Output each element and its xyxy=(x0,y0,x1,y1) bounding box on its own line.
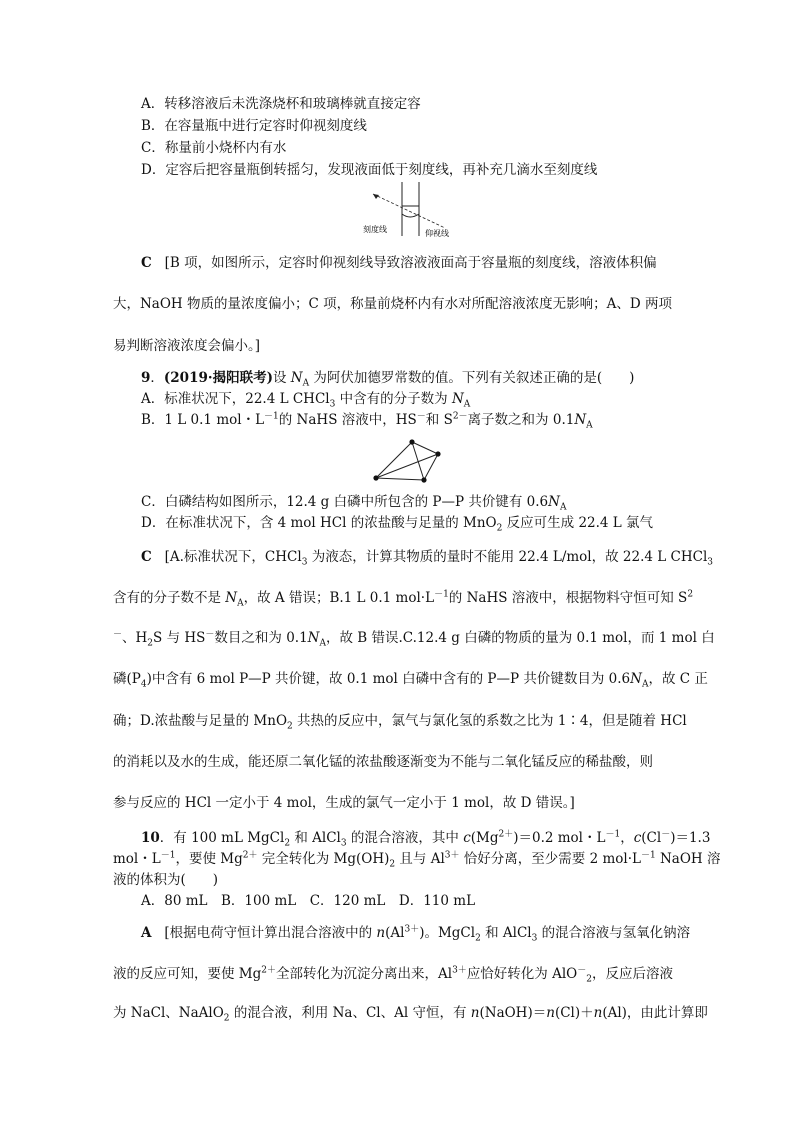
q9-explanation-line5: 确；D.浓盐酸与足量的 MnO$_2$ 共热的反应中，氯气与氯化氢的系数之比为 1∶4，但是随着 HCl xyxy=(113,713,687,732)
q8-option-c: C．称量前小烧杯内有水 xyxy=(141,140,287,156)
q9-option-b: B．1 L 0.1 mol・$L^{-1}$的 NaHS 溶液中，HS－和 $S^{2-}$离子数之和为 $0.1N_A$ xyxy=(141,411,593,431)
upward-view-label: 仰视线 xyxy=(425,229,449,238)
q8-explanation-line1: C [B 项，如图所示，定容时仰视刻线导致溶液液面高于容量瓶的刻度线，溶液体积偏 xyxy=(141,255,657,271)
q9-explanation-line3: －、$H_2S$ 与 HS－数目之和为 $0.1N_A$，故 B 错误.C.12.4 g 白磷的物质的量为 0.1 mol，而 1 mol 白 xyxy=(113,629,715,649)
flask-neck-figure xyxy=(355,180,465,240)
q10-explanation-line3: 为 NaCl、NaAlO$_2$ 的混合液，利用 Na、Cl、Al 守恒，有 n(NaOH)＝n(Cl)＋n(Al)，由此计算即 xyxy=(113,1005,708,1024)
q8-explanation-line2: 大，NaOH 物质的量浓度偏小；C 项，称量前烧杯内有水对所配溶液浓度无影响；A、D 两项 xyxy=(113,296,672,312)
q9-option-c: C．白磷结构如图所示，12.4 g 白磷中所包含的 P—P 共价键有 $0.6N_A$ xyxy=(141,494,567,513)
q9-stem: 9．(2019·揭阳联考)设 $N_A$ 为阿伏加德罗常数的值。下列有关叙述正确的是( ) xyxy=(141,370,635,389)
q10-stem-line1: 10．有 100 mL MgCl$_2$ 和 AlCl$_3$ 的混合溶液，其中 $c(Mg^{2+})=0.2$ mol・$L^{-1}$，c(Cl－)＝1.3 xyxy=(141,829,711,849)
q8-option-a: A．转移溶液后未洗涤烧杯和玻璃棒就直接定容 xyxy=(141,96,421,112)
q10-options: A．80 mL B．100 mL C．120 mL D．110 mL xyxy=(141,893,476,909)
q9-option-d: D．在标准状况下，含 4 mol HCl 的浓盐酸与足量的 MnO$_2$ 反应可生成 22.4 L 氯气 xyxy=(141,515,654,534)
q9-explanation-line7: 参与反应的 HCl 一定小于 4 mol，生成的氯气一定小于 1 mol，故 D 错误。] xyxy=(113,795,575,811)
q8-explanation-line3: 易判断溶液浓度会偏小。] xyxy=(113,338,261,354)
q10-explanation-line2: 液的反应可知，要使 $Mg^{2+}$全部转化为沉淀分离出来，$Al^{3+}$应恰好转化为 AlO－$_2$，反应后溶液 xyxy=(113,965,673,985)
q8-option-b: B．在容量瓶中进行定容时仰视刻度线 xyxy=(141,118,367,134)
q9-explanation-line4: 磷$(P_4)$中含有 6 mol P—P 共价键，故 0.1 mol 白磷中含有的 P—P 共价键数目为 $0.6N_A$，故 C 正 xyxy=(113,671,708,690)
q10-stem-line3: 液的体积为( ) xyxy=(113,872,219,888)
q10-stem-line2: mol・$L^{-1}$，要使 $Mg^{2+}$ 完全转化为 $Mg(OH)_2$ 且与 $Al^{3+}$ 恰好分离，至少需要 2 $mol\cdot L^{-1}$ NaOH 溶 xyxy=(113,850,721,870)
q9-explanation-line6: 的消耗以及水的生成，能还原二氧化锰的浓盐酸逐渐变为不能与二氧化锰反应的稀盐酸，则 xyxy=(113,754,653,770)
q9-explanation-line2: 含有的分子数不是 $N_A$，故 A 错误；B.1 L 0.1 $mol\cdot L^{-1}$的 NaHS 溶液中，根据物料守恒可知 $S^2$ xyxy=(113,589,694,609)
white-phosphorus-structure xyxy=(370,436,450,486)
q8-option-d: D．定容后把容量瓶倒转摇匀，发现液面低于刻度线，再补充几滴水至刻度线 xyxy=(141,162,598,178)
q10-explanation-line1: A [根据电荷守恒计算出混合溶液中的 $n(Al^{3+})$。MgCl$_2$ 和 AlCl$_3$ 的混合溶液与氢氧化钠溶 xyxy=(141,924,691,944)
scale-line-label: 刻度线 xyxy=(363,225,387,234)
q9-option-a: A．标准状况下，22.4 L CHCl$_3$ 中含有的分子数为 $N_A$ xyxy=(141,391,471,410)
q9-explanation-line1: C [A.标准状况下，CHCl$_3$ 为液态，计算其物质的量时不能用 22.4 L/mol，故 22.4 L CHCl$_3$ xyxy=(141,549,713,568)
